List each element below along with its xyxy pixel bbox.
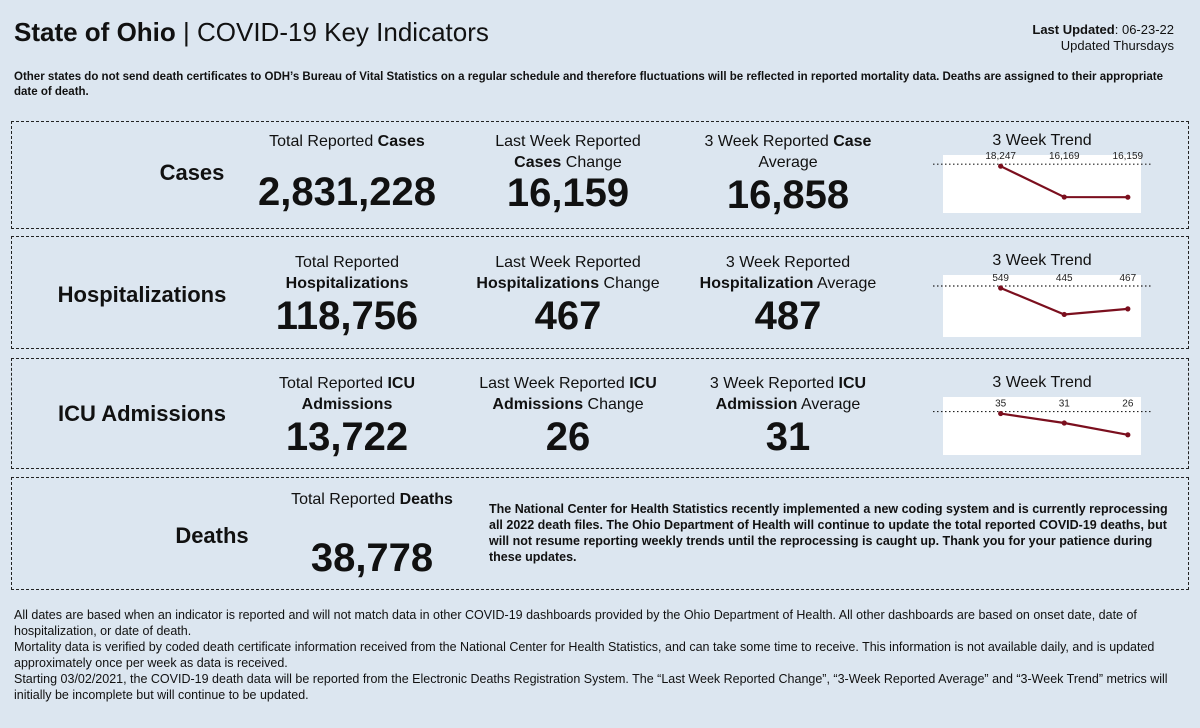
footer-note-3: Starting 03/02/2021, the COVID-19 death data will be reported from the Electronic Deaths Registration System. The “Last Week Reported Change”, “3-Week Reported Average” and “3-Week Trend” metrics will initially be incomplete but will continue to be updated. (14, 672, 1168, 702)
hospitalizations-trend-title: 3 Week Trend (992, 252, 1092, 269)
total-hospitalizations-label-pre: Total Reported (294, 254, 400, 271)
icu-panel (11, 358, 1189, 469)
total-deaths-label-pre: Total Reported (291, 491, 400, 508)
hospitalizations-trend-data-label: 549 (992, 272, 1010, 284)
hospitalizations-trend-chart (933, 251, 1151, 337)
total-deaths-metric (272, 489, 472, 580)
cases-trend-data-label: 18,247 (985, 151, 1016, 163)
icu-change-label-pre: Last Week Reported (479, 375, 630, 392)
update-schedule: Updated Thursdays (1060, 38, 1174, 53)
cases-average-label-pre: 3 Week Reported (704, 133, 834, 150)
cases-trend-title: 3 Week Trend (992, 132, 1092, 149)
hospitalizations-average-metric (683, 252, 893, 338)
hospitalizations-average-label-post: Average (813, 275, 877, 292)
hospitalizations-average-value: 487 (754, 294, 822, 338)
total-cases-metric (237, 131, 457, 214)
cases-trend-data-label: 16,169 (1048, 151, 1080, 163)
hospitalizations-trend-point (1125, 306, 1130, 311)
deaths-panel (11, 477, 1189, 590)
footer-notes (14, 607, 1184, 703)
total-deaths-label-bold: Deaths (399, 491, 453, 508)
mortality-notice: Other states do not send death certificates to ODH’s Bureau of Vital Statistics on a regular schedule and therefore fluctuations will be reflected in reported mortality data. Deaths are assigned to their appropriate date of death. (14, 71, 1163, 98)
cases-change-label-post: Change (561, 154, 622, 171)
hospitalizations-change-label-post: Change (599, 275, 660, 292)
footer-note-1: All dates are based when an indicator is reported and will not match data in other COVID-19 dashboards provided by the Ohio Department of Health. All other dashboards are based on onset date, date of hospitalization, or date of death. (14, 608, 1137, 638)
icu-average-label-post: Average (797, 396, 861, 413)
icu-trend-chart (933, 373, 1151, 455)
hospitalizations-trend-data-label: 445 (1055, 272, 1073, 284)
icu-average-metric (683, 373, 893, 459)
hospitalizations-change-label-bold: Hospitalizations (476, 275, 600, 292)
icu-average-value: 31 (765, 415, 811, 459)
state-name: State of Ohio (14, 17, 176, 47)
icu-average-label-bold2: Admission (715, 396, 798, 413)
cases-change-label-pre: Last Week Reported (495, 133, 641, 150)
icu-trend-point (998, 411, 1003, 416)
cases-trend-data-label: 16,159 (1112, 151, 1144, 163)
hospitalizations-trend-sparkline (933, 271, 1151, 337)
total-icu-label-pre: Total Reported (278, 375, 388, 392)
cases-trend-point (998, 164, 1003, 169)
cases-change-label-bold: Cases (514, 154, 562, 171)
cases-trend-chart (933, 131, 1151, 213)
icu-trend-sparkline (933, 393, 1151, 455)
page-title (14, 16, 489, 48)
total-cases-value: 2,831,228 (258, 170, 436, 214)
cases-average-label-post: Average (758, 154, 818, 171)
cases-average-value: 16,858 (726, 173, 850, 217)
total-icu-metric (262, 373, 432, 459)
icu-trend-background (943, 397, 1141, 455)
icu-trend-point (1062, 420, 1067, 425)
cases-panel (11, 121, 1189, 229)
icu-change-label-bold2: Admissions (492, 396, 584, 413)
icu-change-label-bold: ICU (629, 375, 657, 392)
deaths-coding-note: The National Center for Health Statistics recently implemented a new coding system and is currently reprocessing all 2022 death files. The Ohio Department of Health will continue to update the total reported COVID-19 deaths, but will not resume reporting weekly trends until the reprocessing is caught up. Thank you for your patience during these updates. (489, 502, 1168, 564)
cases-trend-point (1125, 195, 1130, 200)
icu-trend-data-label: 31 (1058, 398, 1070, 410)
hospitalizations-average-label-bold: Hospitalization (699, 275, 814, 292)
hospitalizations-change-value: 467 (534, 294, 602, 338)
last-updated-value: : 06-23-22 (1114, 22, 1174, 37)
cases-change-metric (468, 131, 668, 215)
total-icu-value: 13,722 (285, 415, 409, 459)
cases-trend-sparkline (933, 151, 1151, 213)
cases-average-metric (683, 131, 893, 217)
last-updated (1032, 22, 1174, 54)
icu-trend-data-label: 26 (1122, 398, 1134, 410)
icu-category-label: ICU Admissions (58, 401, 226, 426)
deaths-category-label: Deaths (175, 523, 249, 548)
hospitalizations-change-label-pre: Last Week Reported (495, 254, 641, 271)
icu-average-label-pre: 3 Week Reported (709, 375, 839, 392)
icu-change-label-post: Change (583, 396, 644, 413)
icu-change-metric (468, 373, 668, 459)
total-cases-label-pre: Total Reported (269, 133, 378, 150)
last-updated-label: Last Updated (1032, 22, 1115, 37)
icu-trend-data-label: 35 (995, 398, 1007, 410)
hospitalizations-category-label: Hospitalizations (57, 282, 227, 307)
hospitalizations-trend-point (1062, 312, 1067, 317)
cases-trend-point (1062, 194, 1067, 199)
footer-note-2: Mortality data is verified by coded death certificate information received from the National Center for Health Statistics, and can take some time to receive. This information is not available daily, and is updated approximately once per week as data is received. (14, 640, 1155, 670)
title-separator: | (175, 17, 197, 47)
total-hospitalizations-label-bold: Hospitalizations (285, 275, 409, 292)
icu-average-label-bold: ICU (838, 375, 867, 392)
total-icu-label-bold2: Admissions (301, 396, 393, 413)
icu-change-value: 26 (545, 415, 591, 459)
total-icu-label-bold: ICU (387, 375, 416, 392)
hospitalizations-average-label-pre: 3 Week Reported (725, 254, 851, 271)
hospitalizations-change-metric (468, 252, 668, 338)
cases-average-label-bold: Case (833, 133, 872, 150)
total-hospitalizations-value: 118,756 (275, 294, 419, 338)
total-cases-label-bold: Cases (377, 133, 425, 150)
cases-category-label: Cases (159, 160, 225, 185)
icu-trend-point (1125, 432, 1130, 437)
hospitalizations-trend-data-label: 467 (1119, 272, 1137, 284)
icu-trend-title: 3 Week Trend (992, 374, 1092, 391)
total-deaths-value: 38,778 (310, 536, 434, 580)
dashboard-title: COVID-19 Key Indicators (196, 17, 489, 47)
total-hospitalizations-metric (262, 252, 432, 338)
hospitalizations-trend-point (998, 285, 1003, 290)
cases-change-value: 16,159 (506, 171, 630, 215)
hospitalizations-panel (11, 236, 1189, 349)
